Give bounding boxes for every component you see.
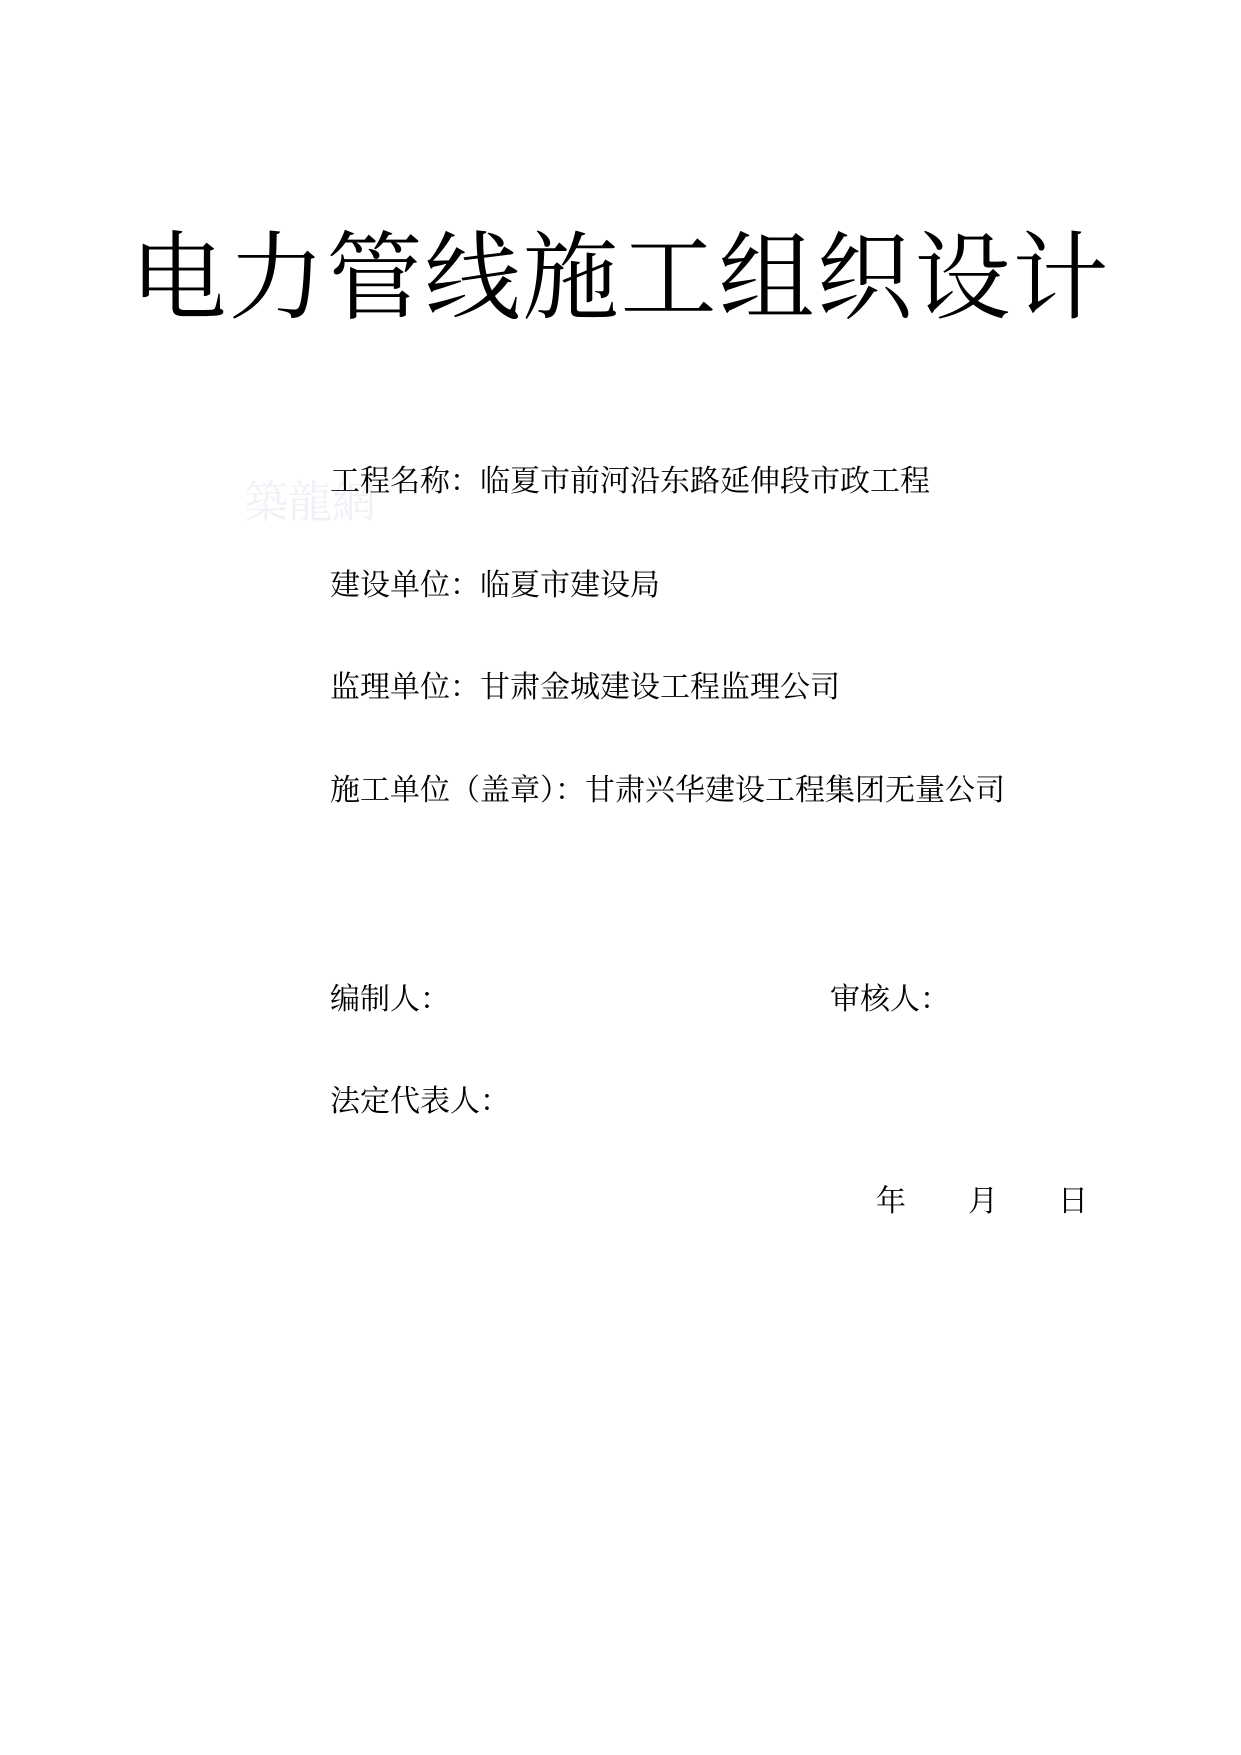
legal-representative-label: 法定代表人：	[330, 1084, 510, 1119]
owner-unit-value: 临夏市建设局	[480, 568, 660, 603]
supervision-unit-value: 甘肃金城建设工程监理公司	[480, 670, 840, 705]
construction-unit-value: 甘肃兴华建设工程集团无量公司	[585, 773, 1005, 808]
date-day-label: 日	[1058, 1184, 1088, 1219]
construction-unit-field	[330, 771, 1005, 811]
project-name-field	[330, 462, 930, 502]
owner-unit-label: 建设单位：	[330, 568, 480, 603]
supervision-unit-field	[330, 668, 840, 708]
project-name-value: 临夏市前河沿东路延伸段市政工程	[480, 464, 930, 499]
watermark: 築龍網	[244, 477, 376, 528]
document-title: 电力管线施工组织设计	[130, 222, 1111, 334]
construction-unit-label: 施工单位（盖章）：	[330, 773, 585, 808]
project-name-label: 工程名称：	[330, 464, 480, 499]
compiler-label: 编制人：	[330, 982, 450, 1017]
reviewer-label: 审核人：	[830, 982, 950, 1017]
owner-unit-field	[330, 566, 660, 606]
date-year-label: 年	[876, 1184, 906, 1219]
supervision-unit-label: 监理单位：	[330, 670, 480, 705]
date-month-label: 月	[968, 1184, 998, 1219]
